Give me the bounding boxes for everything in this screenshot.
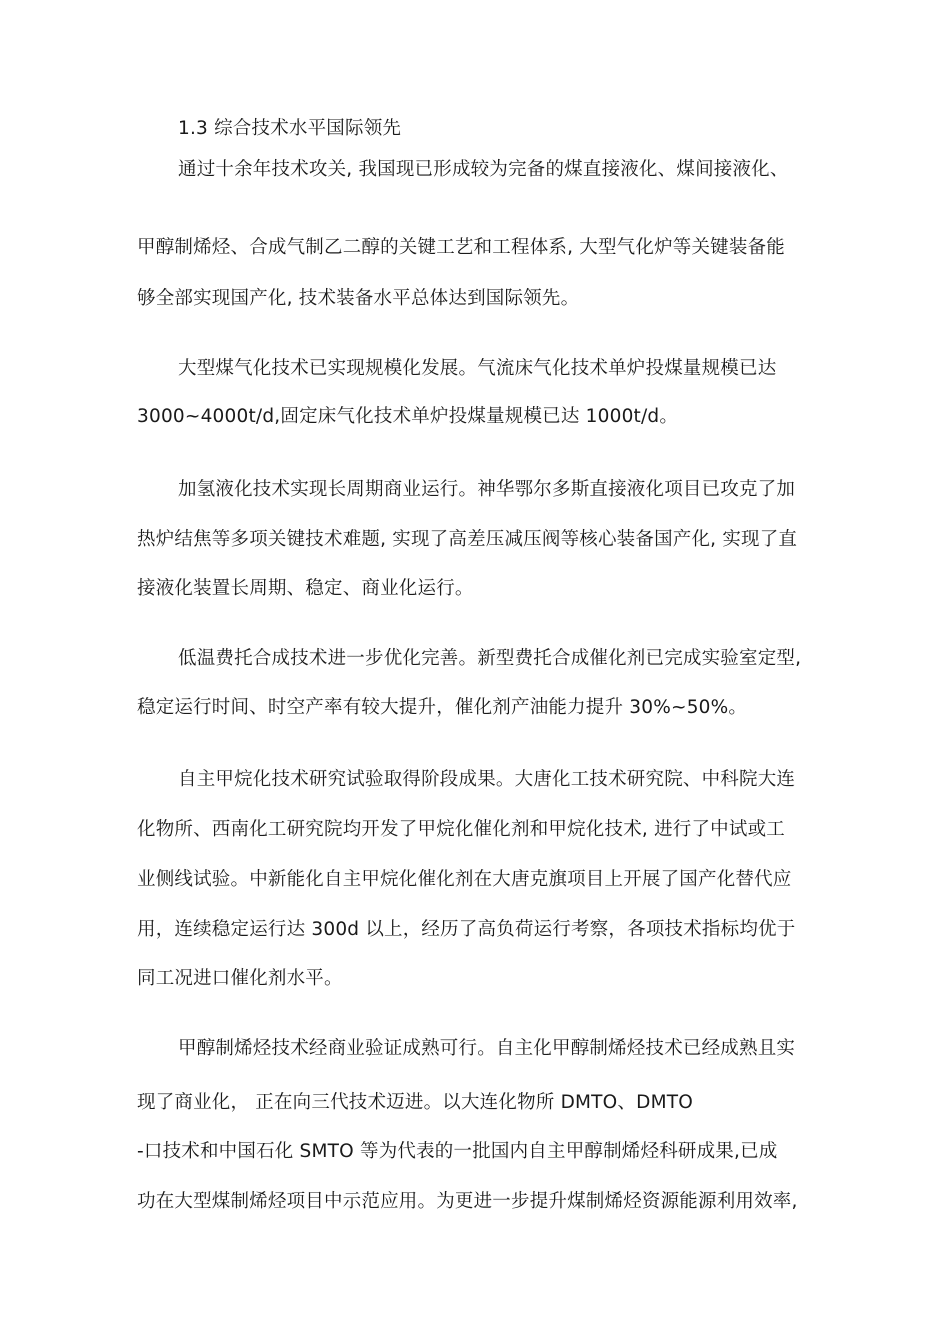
paragraph-line: 用，连续稳定运行达 300d 以上，经历了高负荷运行考察，各项技术指标均优于	[137, 919, 796, 940]
paragraph-line: 甲醇制烯烃技术经商业验证成熟可行。自主化甲醇制烯烃技术已经成熟且实	[178, 1038, 796, 1059]
paragraph-line: 甲醇制烯烃、合成气制乙二醇的关键工艺和工程体系, 大型气化炉等关键装备能	[137, 237, 785, 258]
section-heading: 1.3 综合技术水平国际领先	[178, 118, 402, 139]
paragraph-line: 稳定运行时间、时空产率有较大提升，催化剂产油能力提升 30%~50%。	[137, 697, 748, 718]
paragraph-line: 化物所、西南化工研究院均开发了甲烷化催化剂和甲烷化技术, 进行了中试或工	[137, 819, 785, 840]
paragraph-line: 够全部实现国产化, 技术装备水平总体达到国际领先。	[137, 288, 580, 309]
paragraph-line: 现了商业化， 正在向三代技术迈进。以大连化物所 DMTO、DMTO	[137, 1092, 694, 1113]
paragraph-line: 接液化装置长周期、稳定、商业化运行。	[137, 578, 474, 599]
paragraph-line: 同工况进口催化剂水平。	[137, 968, 343, 989]
paragraph-line: 功在大型煤制烯烃项目中示范应用。为更进一步提升煤制烯烃资源能源利用效率,	[137, 1191, 798, 1212]
paragraph-line: -口技术和中国石化 SMTO 等为代表的一批国内自主甲醇制烯烃科研成果,已成	[137, 1141, 778, 1162]
paragraph-line: 通过十余年技术攻关, 我国现已形成较为完备的煤直接液化、煤间接液化、	[178, 159, 789, 180]
paragraph-line: 3000~4000t/d,固定床气化技术单炉投煤量规模已达 1000t/d。	[137, 406, 679, 427]
paragraph-line: 自主甲烷化技术研究试验取得阶段成果。大唐化工技术研究院、中科院大连	[178, 769, 796, 790]
paragraph-line: 加氢液化技术实现长周期商业运行。神华鄂尔多斯直接液化项目已攻克了加	[178, 479, 796, 500]
paragraph-line: 低温费托合成技术进一步优化完善。新型费托合成催化剂已完成实验室定型,	[178, 648, 802, 669]
paragraph-line: 大型煤气化技术已实现规模化发展。气流床气化技术单炉投煤量规模已达	[178, 358, 777, 379]
paragraph-line: 热炉结焦等多项关键技术难题, 实现了高差压减压阀等核心装备国产化, 实现了直	[137, 529, 798, 550]
paragraph-line: 业侧线试验。中新能化自主甲烷化催化剂在大唐克旗项目上开展了国产化替代应	[137, 869, 792, 890]
